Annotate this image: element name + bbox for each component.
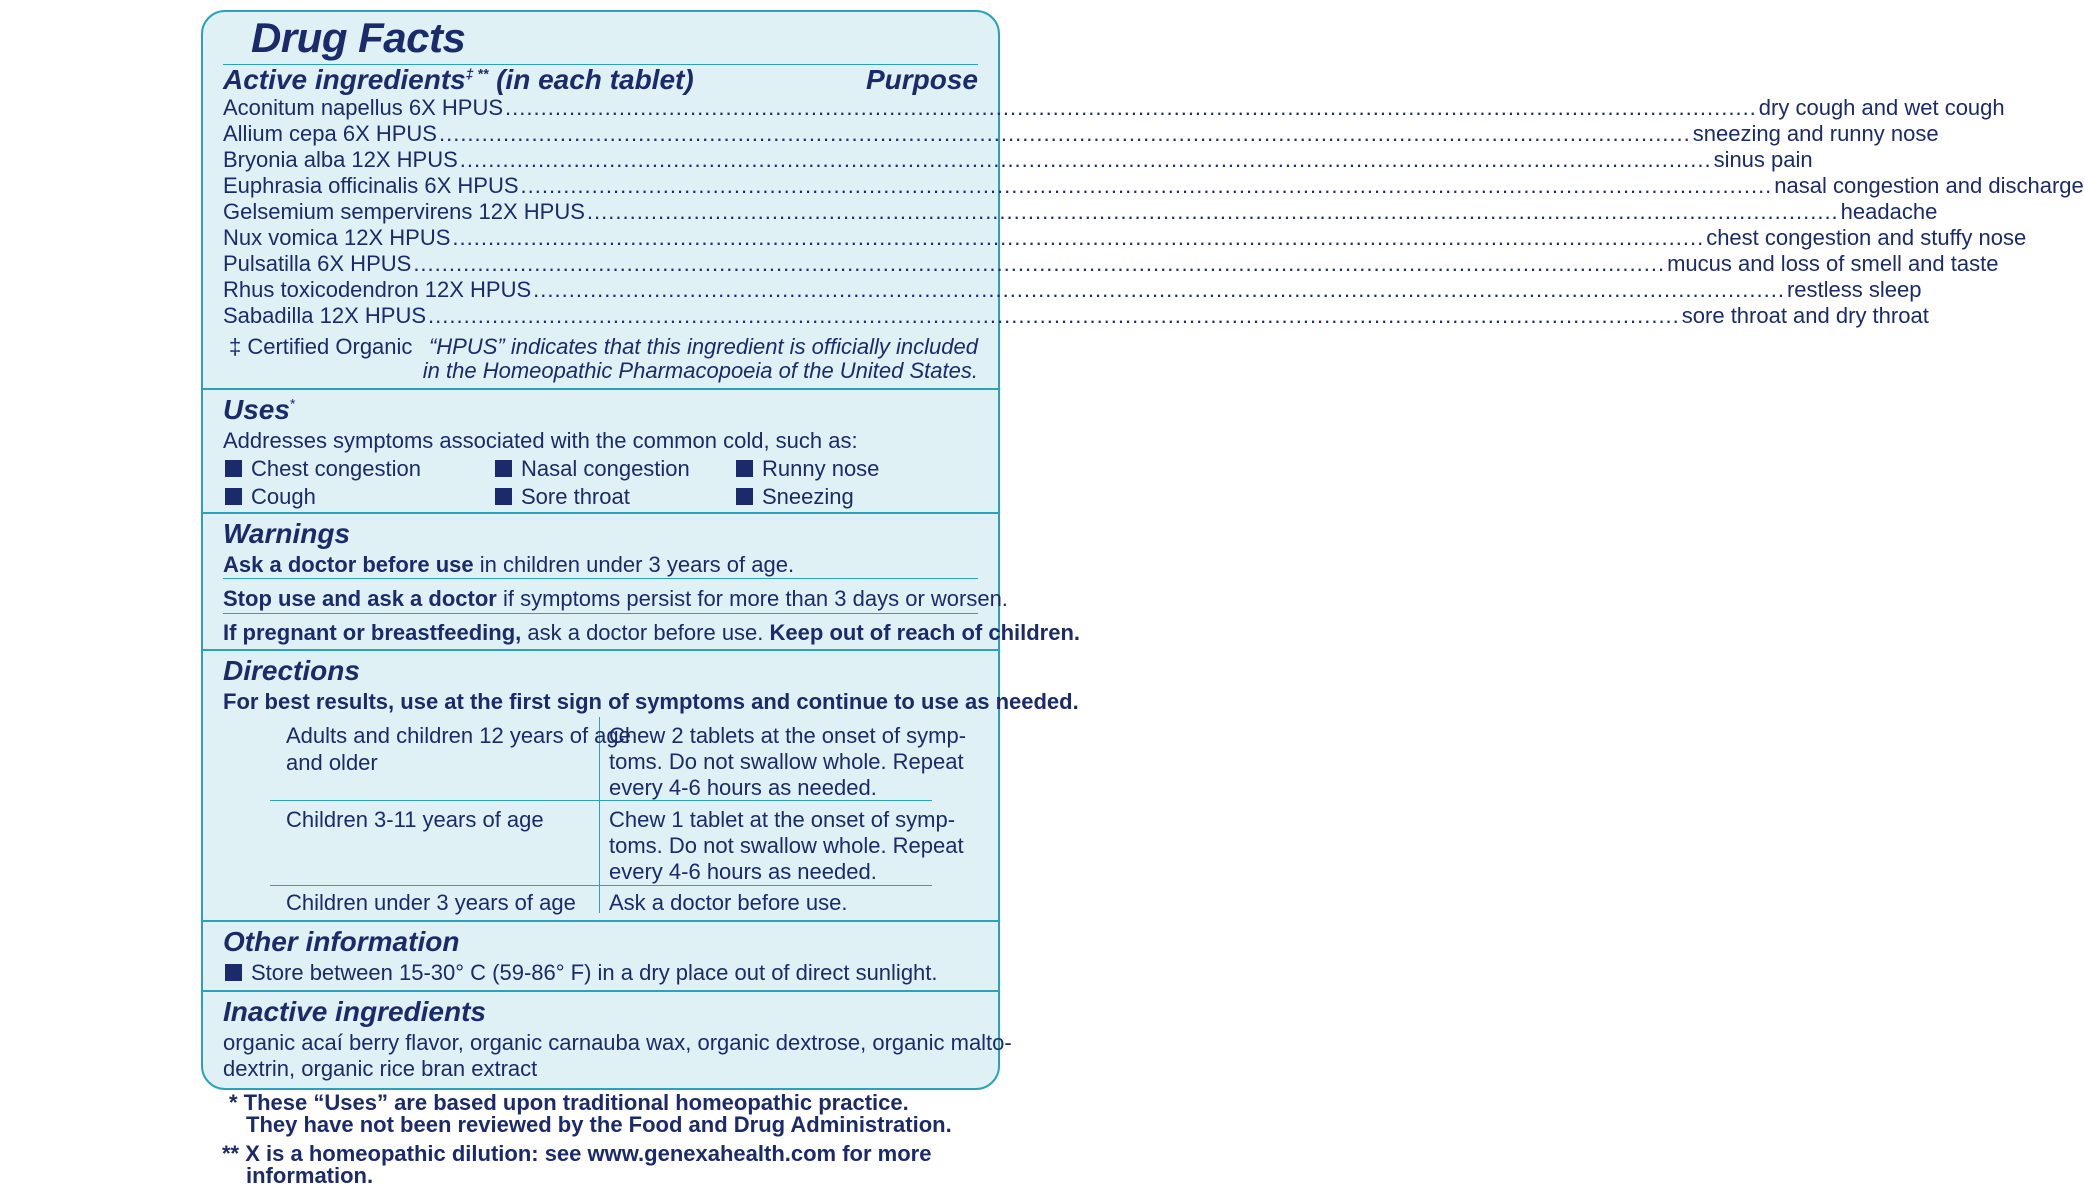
ingredient-purpose: dry cough and wet cough bbox=[1758, 95, 2005, 120]
ingredient-name: Sabadilla 12X HPUS bbox=[223, 303, 427, 328]
bullet-square-icon bbox=[736, 460, 753, 477]
table-row-rule bbox=[270, 800, 932, 801]
ingredient-purpose: sinus pain bbox=[1713, 147, 1813, 172]
bullet-square-icon bbox=[495, 460, 512, 477]
ingredient-name: Allium cepa 6X HPUS bbox=[223, 121, 437, 146]
use-item: Nasal congestion bbox=[495, 456, 690, 482]
ingredient-name: Rhus toxicodendron 12X HPUS bbox=[223, 277, 532, 302]
ingredient-row bbox=[223, 225, 2027, 251]
dosage-who: Children under 3 years of age bbox=[286, 890, 576, 915]
ingredient-purpose: sore throat and dry throat bbox=[1681, 303, 1929, 328]
dot-leader bbox=[587, 199, 1839, 225]
warning-stop-use: Stop use and ask a doctor if symptoms persist for more than 3 days or worsen. bbox=[223, 586, 1008, 611]
ingredient-name: Bryonia alba 12X HPUS bbox=[223, 147, 458, 172]
bullet-square-icon bbox=[225, 460, 242, 477]
dosage-how: Chew 1 tablet at the onset of symp- bbox=[609, 807, 956, 832]
ingredient-name: Aconitum napellus 6X HPUS bbox=[223, 95, 504, 120]
dilution-footnote: information. bbox=[246, 1163, 374, 1188]
dosage-how: Ask a doctor before use. bbox=[609, 890, 848, 915]
ingredient-row bbox=[223, 251, 1999, 277]
bullet-square-icon bbox=[495, 488, 512, 505]
ingredient-purpose: chest congestion and stuffy nose bbox=[1706, 225, 2027, 250]
ingredient-name: Euphrasia officinalis 6X HPUS bbox=[223, 173, 519, 198]
certified-organic-note: ‡ Certified Organic bbox=[229, 334, 413, 359]
uses-heading: Uses* bbox=[223, 394, 296, 425]
dosage-how: every 4-6 hours as needed. bbox=[609, 775, 877, 800]
drug-facts-panel bbox=[201, 10, 2084, 1090]
use-item: Cough bbox=[225, 484, 316, 510]
dilution-footnote: ** X is a homeopathic dilution: see www.genexahealth.com for more bbox=[222, 1141, 932, 1166]
warning-children: Ask a doctor before use in children under 3 years of age. bbox=[223, 552, 795, 577]
bullet-square-icon bbox=[225, 964, 242, 981]
hpus-note-line-1: “HPUS” indicates that this ingredient is officially included bbox=[428, 334, 978, 359]
other-information-heading: Other information bbox=[223, 926, 460, 957]
drug-facts-title: Drug Facts bbox=[251, 14, 466, 61]
dot-leader bbox=[521, 173, 1773, 199]
use-item: Sneezing bbox=[736, 484, 854, 510]
dosage-who: and older bbox=[286, 750, 378, 775]
directions-intro: For best results, use at the first sign of symptoms and continue to use as needed. bbox=[223, 689, 1079, 714]
warning-rule bbox=[223, 613, 978, 614]
ingredient-purpose: restless sleep bbox=[1786, 277, 1922, 302]
inactive-ingredients-heading: Inactive ingredients bbox=[223, 996, 486, 1027]
dot-leader bbox=[439, 121, 1691, 147]
dosage-who: Children 3-11 years of age bbox=[286, 807, 544, 832]
use-item: Sore throat bbox=[495, 484, 630, 510]
ingredient-name: Pulsatilla 6X HPUS bbox=[223, 251, 412, 276]
ingredient-row bbox=[223, 147, 1813, 173]
ingredient-row bbox=[223, 173, 2084, 199]
ingredient-purpose: nasal congestion and discharge bbox=[1774, 173, 2084, 198]
dosage-how: toms. Do not swallow whole. Repeat bbox=[609, 749, 964, 774]
dot-leader bbox=[413, 251, 1665, 277]
dosage-how: every 4-6 hours as needed. bbox=[609, 859, 877, 884]
section-divider bbox=[203, 920, 998, 922]
ingredient-purpose: headache bbox=[1840, 199, 1938, 224]
dosage-who: Adults and children 12 years of age bbox=[286, 723, 631, 748]
table-row-rule bbox=[270, 885, 932, 886]
section-divider bbox=[203, 512, 998, 514]
uses-footnote: * These “Uses” are based upon traditional homeopathic practice. bbox=[229, 1090, 909, 1115]
purpose-heading: Purpose bbox=[865, 64, 978, 95]
ingredient-row bbox=[223, 303, 1929, 329]
hpus-note-line-2: in the Homeopathic Pharmacopoeia of the United States. bbox=[422, 358, 978, 383]
ingredient-purpose: sneezing and runny nose bbox=[1692, 121, 1939, 146]
bullet-square-icon bbox=[736, 488, 753, 505]
dot-leader bbox=[505, 95, 1757, 121]
ingredient-row bbox=[223, 121, 1939, 147]
ingredient-row bbox=[223, 277, 1922, 303]
directions-heading: Directions bbox=[223, 655, 360, 686]
ingredient-name: Gelsemium sempervirens 12X HPUS bbox=[223, 199, 585, 224]
ingredient-name: Nux vomica 12X HPUS bbox=[223, 225, 451, 250]
ingredient-purpose: mucus and loss of smell and taste bbox=[1667, 251, 1999, 276]
use-item: Chest congestion bbox=[225, 456, 421, 482]
bullet-square-icon bbox=[225, 488, 242, 505]
dot-leader bbox=[533, 277, 1785, 303]
uses-footnote: They have not been reviewed by the Food and Drug Administration. bbox=[246, 1112, 952, 1137]
inactive-ingredients-line: dextrin, organic rice bran extract bbox=[223, 1056, 538, 1081]
warning-pregnancy: If pregnant or breastfeeding, ask a doctor before use. Keep out of reach of children. bbox=[223, 620, 1081, 645]
dot-leader bbox=[428, 303, 1680, 329]
warning-rule bbox=[223, 578, 978, 579]
section-divider bbox=[203, 388, 998, 390]
dosage-how: toms. Do not swallow whole. Repeat bbox=[609, 833, 964, 858]
section-divider bbox=[203, 990, 998, 992]
dot-leader bbox=[452, 225, 1704, 251]
ingredient-row bbox=[223, 199, 1938, 225]
active-ingredients-heading: Active ingredients‡ ** (in each tablet) bbox=[223, 64, 694, 95]
inactive-ingredients-line: organic acaí berry flavor, organic carnauba wax, organic dextrose, organic malto- bbox=[223, 1030, 1012, 1055]
ingredient-row bbox=[223, 95, 2005, 121]
use-item: Runny nose bbox=[736, 456, 879, 482]
storage-info: Store between 15-30° C (59-86° F) in a dry place out of direct sunlight. bbox=[225, 960, 938, 986]
uses-intro: Addresses symptoms associated with the common cold, such as: bbox=[223, 428, 858, 453]
dosage-how: Chew 2 tablets at the onset of symp- bbox=[609, 723, 967, 748]
section-divider bbox=[203, 649, 998, 651]
dot-leader bbox=[460, 147, 1712, 173]
warnings-heading: Warnings bbox=[223, 518, 351, 549]
